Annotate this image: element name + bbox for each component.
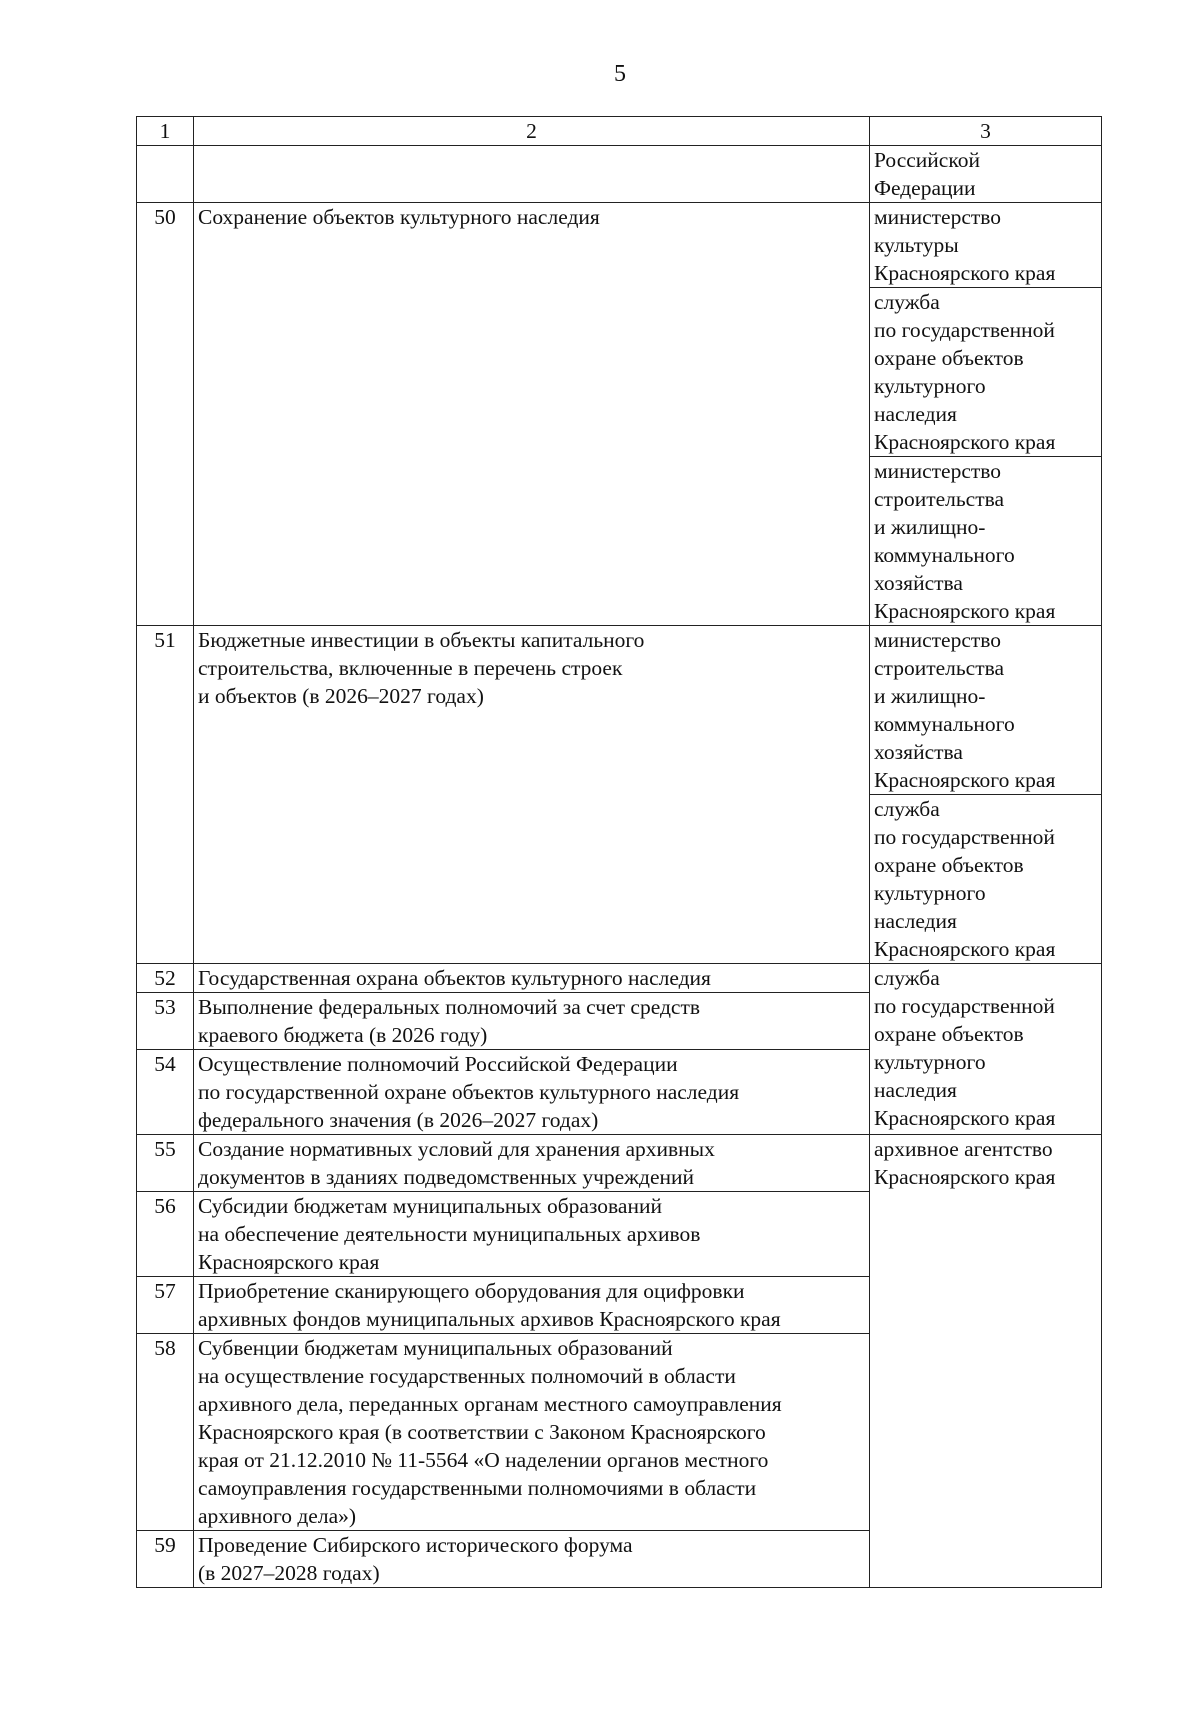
row-responsible bbox=[870, 203, 1102, 626]
row-description: Сохранение объектов культурного наследия bbox=[194, 203, 870, 626]
group-responsible-archive: архивное агентство Красноярского края bbox=[870, 1135, 1102, 1588]
column-header-number: 1 bbox=[137, 117, 194, 146]
row-description bbox=[194, 146, 870, 203]
responsible-agency: министерство культуры Красноярского края bbox=[874, 205, 1056, 285]
row-description: Субвенции бюджетам муниципальных образований на осуществление государственных полномочий в области архивного дела, переданных органам местного самоуправления Красноярского края (в соответствии с Законом Красноярского края от 21.12.2010 № 11-5564 «О наделении органов местного самоуправления государственными полномочиями в области архивного дела») bbox=[194, 1334, 870, 1531]
group-responsible-heritage: служба по государственной охране объектов культурного наследия Красноярского края bbox=[870, 964, 1102, 1135]
row-description: Бюджетные инвестиции в объекты капитального строительства, включенные в перечень строек и объектов (в 2026–2027 годах) bbox=[194, 626, 870, 964]
page-number: 5 bbox=[614, 61, 626, 87]
table-row-55 bbox=[137, 1135, 1102, 1192]
responsible-agency: служба по государственной охране объектов культурного наследия Красноярского края bbox=[870, 794, 1101, 963]
row-responsible: Российской Федерации bbox=[870, 146, 1102, 203]
row-number: 52 bbox=[137, 964, 194, 993]
responsibility-table bbox=[136, 116, 1102, 1588]
row-description: Приобретение сканирующего оборудования для оцифровки архивных фондов муниципальных архивов Красноярского края bbox=[194, 1277, 870, 1334]
row-number: 53 bbox=[137, 993, 194, 1050]
row-number: 50 bbox=[137, 203, 194, 626]
row-number: 59 bbox=[137, 1531, 194, 1588]
column-header-responsible: 3 bbox=[870, 117, 1102, 146]
row-number: 51 bbox=[137, 626, 194, 964]
row-number: 58 bbox=[137, 1334, 194, 1531]
responsible-agency: министерство строительства и жилищно- коммунального хозяйства Красноярского края bbox=[870, 456, 1101, 625]
row-number: 54 bbox=[137, 1050, 194, 1135]
row-description: Государственная охрана объектов культурного наследия bbox=[194, 964, 870, 993]
table-row-50 bbox=[137, 203, 1102, 626]
table-row-51 bbox=[137, 626, 1102, 964]
row-number bbox=[137, 146, 194, 203]
row-responsible bbox=[870, 626, 1102, 964]
table-row-52 bbox=[137, 964, 1102, 993]
row-description: Выполнение федеральных полномочий за счет средств краевого бюджета (в 2026 году) bbox=[194, 993, 870, 1050]
table-header-row bbox=[137, 117, 1102, 146]
column-header-description: 2 bbox=[194, 117, 870, 146]
row-number: 55 bbox=[137, 1135, 194, 1192]
row-description: Субсидии бюджетам муниципальных образований на обеспечение деятельности муниципальных архивов Красноярского края bbox=[194, 1192, 870, 1277]
row-description: Проведение Сибирского исторического форума (в 2027–2028 годах) bbox=[194, 1531, 870, 1588]
row-description: Создание нормативных условий для хранения архивных документов в зданиях подведомственных учреждений bbox=[194, 1135, 870, 1192]
responsible-agency: служба по государственной охране объектов культурного наследия Красноярского края bbox=[870, 287, 1101, 456]
responsible-agency: министерство строительства и жилищно- коммунального хозяйства Красноярского края bbox=[874, 628, 1056, 792]
table-row-continuation bbox=[137, 146, 1102, 203]
row-number: 56 bbox=[137, 1192, 194, 1277]
row-description: Осуществление полномочий Российской Федерации по государственной охране объектов культурного наследия федерального значения (в 2026–2027 годах) bbox=[194, 1050, 870, 1135]
row-number: 57 bbox=[137, 1277, 194, 1334]
